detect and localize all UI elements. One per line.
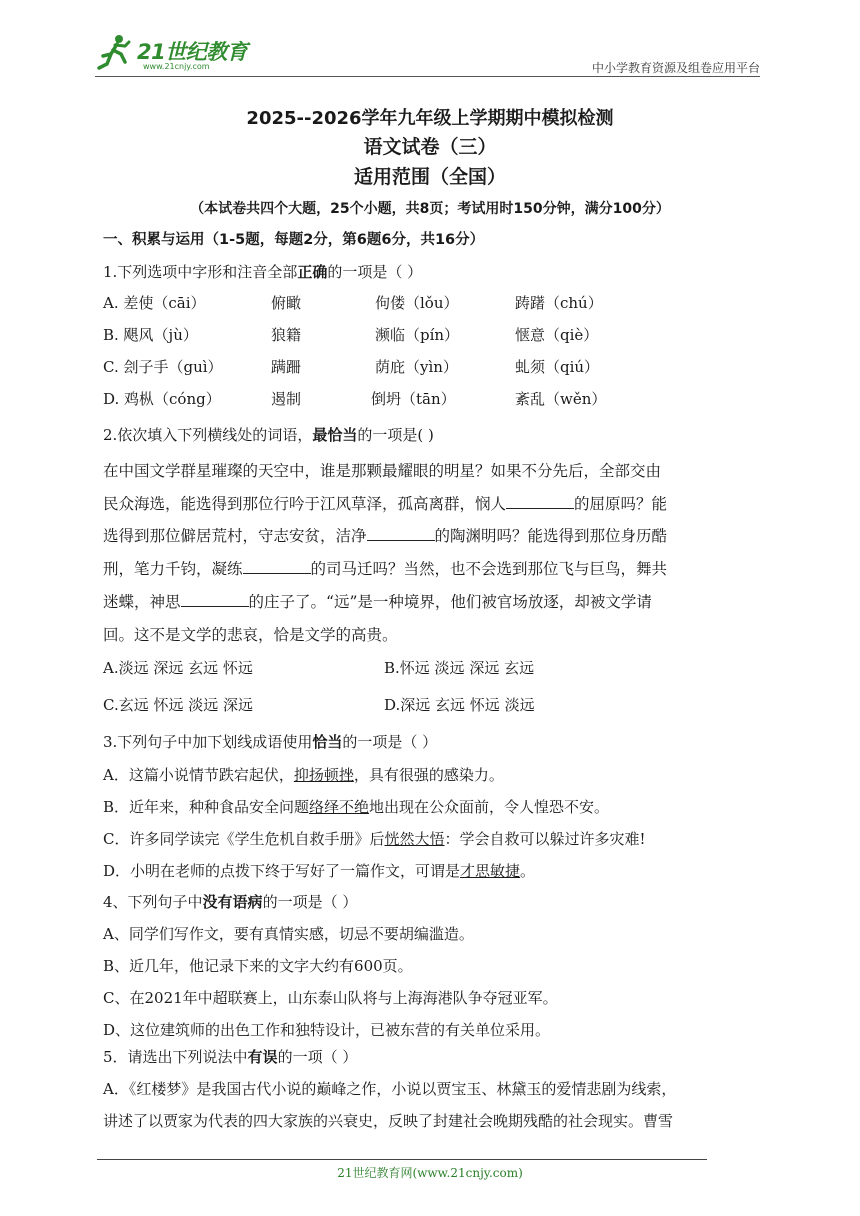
question-3-option-b[interactable]: B．近年来，种种食品安全问题络绎不绝地出现在公众面前，令人惶恐不安。 [103, 798, 610, 816]
question-3-option-d[interactable]: D．小明在老师的点拨下终于写好了一篇作文，可谓是才思敏捷。 [103, 862, 536, 880]
exam-note: （本试卷共四个大题，25个小题，共8页；考试用时150分钟，满分100分） [190, 201, 670, 217]
question-1-stem: 1.下列选项中字形和注音全部正确的一项是（ ） [103, 263, 423, 281]
question-3-stem: 3.下列句子中加下划线成语使用恰当的一项是（ ） [103, 733, 438, 751]
option-cell: 濒临（pín） [375, 326, 460, 344]
question-2-stem: 2.依次填入下列横线处的词语，最恰当的一项是( ) [103, 426, 434, 444]
option-cell: D. 鸡枞（cóng） [103, 390, 221, 408]
idiom-term: 才思敏捷 [460, 862, 521, 880]
option-cell: 紊乱（wěn） [515, 390, 607, 408]
question-4-option-c[interactable]: C、在2021年中超联赛上，山东泰山队将与上海海港队争夺冠亚军。 [103, 989, 558, 1007]
option-cell: 惬意（qiè） [515, 326, 599, 344]
option-cell: 踌躇（chú） [515, 294, 603, 312]
option-cell: 遏制 [271, 390, 302, 408]
option-cell: 狼籍 [271, 326, 302, 344]
idiom-term: 抑扬顿挫 [293, 766, 354, 784]
idiom-term: 络绎不绝 [309, 798, 370, 816]
question-2-option-b[interactable]: B.怀远 淡远 深远 玄远 [384, 659, 535, 677]
fill-blank[interactable] [243, 559, 311, 574]
passage-line: 回。这不是文学的悲哀，恰是文学的高贵。 [103, 625, 398, 644]
exam-subtitle: 语文试卷（三） [363, 136, 497, 158]
fill-blank[interactable] [367, 526, 435, 541]
passage-line: 在中国文学群星璀璨的天空中，谁是那颗最耀眼的明星？如果不分先后，全部交由 [103, 462, 662, 480]
option-cell: B. 飓风（jù） [103, 326, 198, 344]
question-5-stem: 5．请选出下列说法中有误的一项（ ） [103, 1048, 358, 1066]
question-4-option-b[interactable]: B、近几年，他记录下来的文字大约有600页。 [103, 957, 413, 975]
option-cell: 佝偻（lǒu） [375, 294, 459, 312]
fill-blank[interactable] [506, 494, 574, 509]
logo-text: 21世纪教育 [137, 40, 248, 64]
section-heading: 一、积累与运用（1-5题，每题2分，第6题6分，共16分） [103, 232, 485, 248]
question-2-option-c[interactable]: C.玄远 怀远 淡远 深远 [103, 696, 254, 714]
footer-divider [97, 1159, 707, 1160]
option-cell: A. 差使（cāi） [103, 294, 206, 312]
option-cell: 荫庇（yìn） [375, 358, 458, 376]
question-5-option-a-line-2: 讲述了以贾家为代表的四大家族的兴衰史，反映了封建社会晚期残酷的社会现实。曹雪 [103, 1112, 674, 1130]
page-header [95, 30, 760, 78]
platform-name: 中小学教育资源及组卷应用平台 [591, 61, 760, 75]
site-logo[interactable] [95, 30, 265, 74]
option-cell: 俯瞰 [271, 294, 302, 312]
option-cell: 蹒跚 [271, 358, 302, 376]
option-cell: 虬须（qiú） [515, 358, 600, 376]
question-3-option-c[interactable]: C．许多同学读完《学生危机自救手册》后恍然大悟：学会自救可以躲过许多灾难! [103, 830, 646, 848]
header-divider [95, 76, 760, 77]
idiom-term: 恍然大悟 [384, 830, 445, 848]
exam-title: 2025--2026学年九年级上学期期中模拟检测 [246, 108, 614, 129]
question-2-option-d[interactable]: D.深远 玄远 怀远 淡远 [384, 696, 535, 714]
passage-line: 选得到那位僻居荒村，守志安贫，洁净 的陶渊明吗？能选得到那位身历酷 [103, 527, 668, 546]
option-cell: C. 刽子手（guì） [103, 358, 223, 376]
question-4-option-a[interactable]: A、同学们写作文，要有真情实感，切忌不要胡编滥造。 [103, 925, 474, 943]
question-2-passage [103, 455, 763, 651]
logo-url: www.21cnjy.com [143, 62, 210, 71]
question-4-stem: 4、下列句子中没有语病的一项是（ ） [103, 893, 358, 911]
passage-line: 迷蝶，神思 的庄子了。“远”是一种境界，他们被官场放逐，却被文学请 [103, 592, 652, 611]
passage-line: 民众海选，能选得到那位行吟于江风草泽，孤高离群，悯人 的屈原吗？能 [103, 494, 668, 513]
passage-line: 刑，笔力千钧，凝练 的司马迁吗？当然，也不会选到那位飞与巨鸟，舞共 [103, 560, 668, 579]
exam-scope: 适用范围（全国） [353, 166, 506, 188]
running-figure-icon [95, 32, 135, 72]
question-4-option-d[interactable]: D、这位建筑师的出色工作和独特设计，已被东营的有关单位采用。 [103, 1021, 551, 1039]
question-5-option-a-line-1[interactable]: A．《红楼梦》是我国古代小说的巅峰之作，小说以贾宝玉、林黛玉的爱情悲剧为线索， [103, 1080, 677, 1098]
footer-link[interactable]: 21世纪教育网(www.21cnjy.com) [337, 1166, 523, 1180]
question-2-option-a[interactable]: A.淡远 深远 玄远 怀远 [103, 659, 253, 677]
question-3-option-a[interactable]: A．这篇小说情节跌宕起伏，抑扬顿挫，具有很强的感染力。 [103, 766, 504, 784]
option-cell: 倒坍（tān） [371, 390, 456, 408]
fill-blank[interactable] [181, 592, 249, 607]
